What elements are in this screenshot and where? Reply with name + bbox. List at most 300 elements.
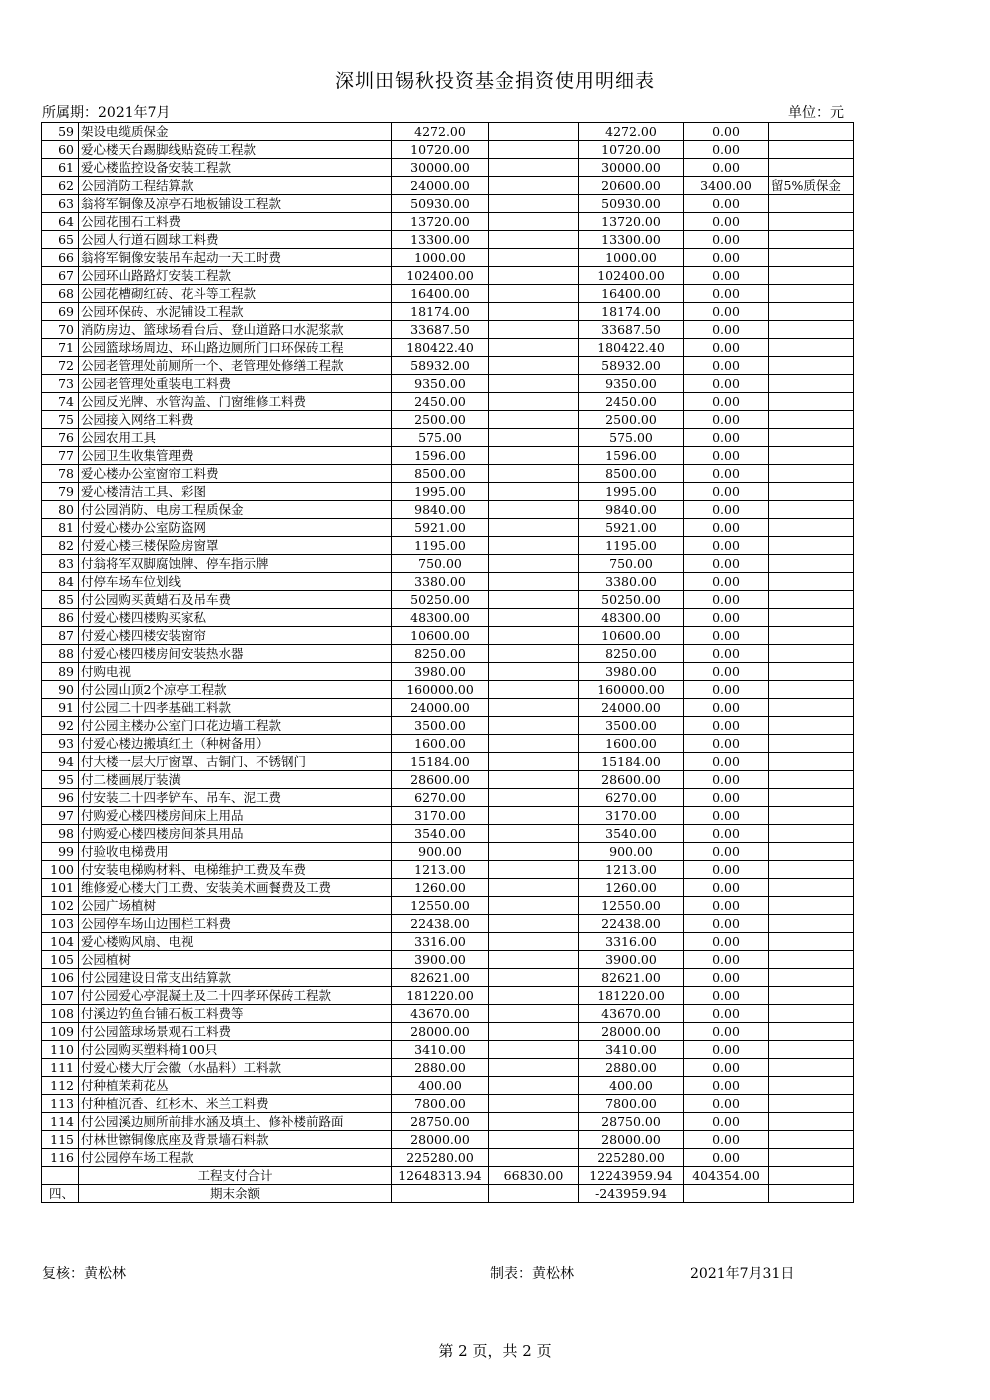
table-cell: 付公园爱心亭混凝土及二十四孝环保砖工程款 — [79, 987, 392, 1005]
table-cell: 28600.00 — [392, 771, 489, 789]
table-cell — [489, 1185, 579, 1203]
table-cell: 爱心楼办公室窗帘工料费 — [79, 465, 392, 483]
detail-table — [41, 122, 854, 1203]
table-cell: 48300.00 — [579, 609, 684, 627]
table-cell: 1596.00 — [392, 447, 489, 465]
table-cell — [769, 933, 854, 951]
table-row — [42, 879, 854, 897]
table-cell — [489, 987, 579, 1005]
table-row — [42, 1077, 854, 1095]
table-cell: 付爱心楼四楼房间安装热水器 — [79, 645, 392, 663]
table-cell: 103 — [42, 915, 79, 933]
table-cell: 28000.00 — [392, 1023, 489, 1041]
table-cell: 101 — [42, 879, 79, 897]
table-cell — [489, 141, 579, 159]
table-cell: 99 — [42, 843, 79, 861]
table-cell: 30000.00 — [579, 159, 684, 177]
table-cell: 0.00 — [684, 843, 769, 861]
table-cell: 109 — [42, 1023, 79, 1041]
table-cell — [489, 375, 579, 393]
table-cell — [489, 807, 579, 825]
table-row — [42, 411, 854, 429]
table-cell: 6270.00 — [579, 789, 684, 807]
table-cell — [769, 519, 854, 537]
table-cell: 期末余额 — [79, 1185, 392, 1203]
table-cell — [769, 1023, 854, 1041]
table-row — [42, 663, 854, 681]
table-cell — [489, 519, 579, 537]
table-cell: 10600.00 — [579, 627, 684, 645]
table-cell: 48300.00 — [392, 609, 489, 627]
table-cell: 12550.00 — [392, 897, 489, 915]
table-cell: 3170.00 — [392, 807, 489, 825]
table-cell — [769, 861, 854, 879]
table-cell: 0.00 — [684, 465, 769, 483]
table-cell — [489, 627, 579, 645]
table-cell: 付爱心楼四楼安装窗帘 — [79, 627, 392, 645]
table-cell: 1596.00 — [579, 447, 684, 465]
table-cell: 30000.00 — [392, 159, 489, 177]
table-cell: 5921.00 — [579, 519, 684, 537]
table-cell: 105 — [42, 951, 79, 969]
table-cell: 22438.00 — [579, 915, 684, 933]
table-cell — [769, 141, 854, 159]
table-cell: 43670.00 — [392, 1005, 489, 1023]
table-cell: 1260.00 — [392, 879, 489, 897]
table-cell: 3400.00 — [684, 177, 769, 195]
table-cell: 28750.00 — [579, 1113, 684, 1131]
table-cell — [489, 123, 579, 141]
table-cell: 付爱心楼四楼购买家私 — [79, 609, 392, 627]
table-cell: 0.00 — [684, 375, 769, 393]
table-cell: 61 — [42, 159, 79, 177]
table-cell: 93 — [42, 735, 79, 753]
table-cell: 8250.00 — [579, 645, 684, 663]
table-cell: 0.00 — [684, 645, 769, 663]
table-cell: 0.00 — [684, 249, 769, 267]
table-row — [42, 987, 854, 1005]
table-cell: 58932.00 — [579, 357, 684, 375]
table-cell — [489, 969, 579, 987]
table-cell: 爱心楼天台踢脚线贴瓷砖工程款 — [79, 141, 392, 159]
table-cell — [489, 447, 579, 465]
table-cell: 16400.00 — [392, 285, 489, 303]
table-cell — [769, 357, 854, 375]
table-cell: 12550.00 — [579, 897, 684, 915]
table-cell: 16400.00 — [579, 285, 684, 303]
table-cell: 59 — [42, 123, 79, 141]
table-cell — [489, 303, 579, 321]
table-cell: 3410.00 — [579, 1041, 684, 1059]
table-cell — [489, 339, 579, 357]
table-cell: 13300.00 — [579, 231, 684, 249]
table-cell: 3380.00 — [579, 573, 684, 591]
table-cell: 0.00 — [684, 519, 769, 537]
table-cell: 0.00 — [684, 447, 769, 465]
table-cell: 付公园建设日常支出结算款 — [79, 969, 392, 987]
table-cell: 2450.00 — [579, 393, 684, 411]
table-cell: 付爱心楼边搬填红土（种树备用） — [79, 735, 392, 753]
table-cell: 付公园购买塑料椅100只 — [79, 1041, 392, 1059]
table-cell: 22438.00 — [392, 915, 489, 933]
table-cell: 0.00 — [684, 591, 769, 609]
table-cell: 107 — [42, 987, 79, 1005]
table-cell: 94 — [42, 753, 79, 771]
table-cell: 18174.00 — [392, 303, 489, 321]
table-cell — [392, 1185, 489, 1203]
table-cell: 85 — [42, 591, 79, 609]
table-cell: 24000.00 — [392, 177, 489, 195]
table-cell: 97 — [42, 807, 79, 825]
table-cell: 91 — [42, 699, 79, 717]
table-cell: 104 — [42, 933, 79, 951]
table-cell: 92 — [42, 717, 79, 735]
maker-label: 制表：黄松林 — [490, 1266, 574, 1282]
table-cell: 750.00 — [392, 555, 489, 573]
table-cell: 0.00 — [684, 1149, 769, 1167]
table-cell: 83 — [42, 555, 79, 573]
table-cell — [489, 285, 579, 303]
table-cell: 付种植沉香、红杉木、米兰工料费 — [79, 1095, 392, 1113]
table-row — [42, 861, 854, 879]
table-cell — [769, 483, 854, 501]
table-cell: 79 — [42, 483, 79, 501]
table-cell — [489, 411, 579, 429]
table-row — [42, 159, 854, 177]
table-cell: 0.00 — [684, 807, 769, 825]
table-cell — [489, 1149, 579, 1167]
table-row — [42, 645, 854, 663]
table-cell: 13720.00 — [579, 213, 684, 231]
table-cell: 4272.00 — [392, 123, 489, 141]
table-cell: 0.00 — [684, 879, 769, 897]
page-number: 第 2 页，共 2 页 — [438, 1342, 552, 1360]
table-cell: 0.00 — [684, 987, 769, 1005]
table-row — [42, 789, 854, 807]
table-cell: 0.00 — [684, 483, 769, 501]
table-cell: 1213.00 — [579, 861, 684, 879]
table-cell: 消防房边、篮球场看台后、登山道路口水泥浆款 — [79, 321, 392, 339]
table-cell — [769, 1113, 854, 1131]
table-row — [42, 1113, 854, 1131]
table-cell — [489, 591, 579, 609]
table-cell: 66 — [42, 249, 79, 267]
table-cell: 付种植茉莉花丛 — [79, 1077, 392, 1095]
table-cell — [489, 1059, 579, 1077]
table-row — [42, 1041, 854, 1059]
table-cell: 225280.00 — [392, 1149, 489, 1167]
table-cell: 3500.00 — [392, 717, 489, 735]
table-cell: 0.00 — [684, 123, 769, 141]
table-cell: 160000.00 — [579, 681, 684, 699]
table-cell: 50930.00 — [392, 195, 489, 213]
table-cell — [769, 465, 854, 483]
table-cell — [489, 267, 579, 285]
table-cell — [769, 699, 854, 717]
table-cell: 0.00 — [684, 897, 769, 915]
table-cell — [489, 1005, 579, 1023]
table-cell — [489, 897, 579, 915]
table-cell: 6270.00 — [392, 789, 489, 807]
table-cell: 28600.00 — [579, 771, 684, 789]
table-cell — [489, 753, 579, 771]
table-cell: 付爱心楼办公室防盗网 — [79, 519, 392, 537]
table-cell: 0.00 — [684, 285, 769, 303]
table-cell: 50250.00 — [392, 591, 489, 609]
table-cell: 公园接入网络工料费 — [79, 411, 392, 429]
table-cell: 9350.00 — [579, 375, 684, 393]
table-cell: 82 — [42, 537, 79, 555]
table-cell — [489, 1095, 579, 1113]
table-cell: 公园人行道石圆球工料费 — [79, 231, 392, 249]
table-row — [42, 1023, 854, 1041]
table-cell: 3316.00 — [579, 933, 684, 951]
table-cell: 77 — [42, 447, 79, 465]
table-cell: 0.00 — [684, 195, 769, 213]
table-row — [42, 303, 854, 321]
table-cell — [769, 537, 854, 555]
table-cell: 108 — [42, 1005, 79, 1023]
table-cell: 1600.00 — [392, 735, 489, 753]
table-cell: 0.00 — [684, 573, 769, 591]
table-cell: 公园老管理处重装电工料费 — [79, 375, 392, 393]
table-cell — [769, 195, 854, 213]
table-cell: 33687.50 — [392, 321, 489, 339]
table-cell: 1995.00 — [392, 483, 489, 501]
table-cell — [769, 1095, 854, 1113]
table-cell — [769, 501, 854, 519]
table-cell: 0.00 — [684, 231, 769, 249]
table-cell: 0.00 — [684, 555, 769, 573]
table-cell: 0.00 — [684, 825, 769, 843]
table-row — [42, 447, 854, 465]
table-row — [42, 141, 854, 159]
table-row — [42, 1131, 854, 1149]
table-cell: 公园花围石工料费 — [79, 213, 392, 231]
table-cell — [489, 951, 579, 969]
table-cell: 70 — [42, 321, 79, 339]
table-cell — [489, 933, 579, 951]
table-cell: 225280.00 — [579, 1149, 684, 1167]
table-cell: 0.00 — [684, 429, 769, 447]
table-cell: 66830.00 — [489, 1167, 579, 1185]
table-cell: 28000.00 — [579, 1131, 684, 1149]
table-cell: 0.00 — [684, 303, 769, 321]
table-cell: 8500.00 — [392, 465, 489, 483]
table-cell: 28000.00 — [392, 1131, 489, 1149]
table-cell — [489, 321, 579, 339]
table-cell: 0.00 — [684, 789, 769, 807]
table-row — [42, 483, 854, 501]
table-cell — [489, 249, 579, 267]
table-cell: 公园篮球场周边、环山路边厕所门口环保砖工程 — [79, 339, 392, 357]
table-cell: 7800.00 — [392, 1095, 489, 1113]
table-cell: 111 — [42, 1059, 79, 1077]
balance-row — [42, 1185, 854, 1203]
table-row — [42, 339, 854, 357]
table-cell: 付溪边钓鱼台铺石板工料费等 — [79, 1005, 392, 1023]
table-cell: 9840.00 — [392, 501, 489, 519]
table-row — [42, 195, 854, 213]
table-cell: 付公园主楼办公室门口花边墙工程款 — [79, 717, 392, 735]
table-row — [42, 537, 854, 555]
table-cell: 公园消防工程结算款 — [79, 177, 392, 195]
table-cell: 74 — [42, 393, 79, 411]
table-cell: 75 — [42, 411, 79, 429]
table-cell: 付公园篮球场景观石工料费 — [79, 1023, 392, 1041]
table-cell: 9840.00 — [579, 501, 684, 519]
table-cell — [769, 735, 854, 753]
table-cell — [769, 879, 854, 897]
table-cell: 13300.00 — [392, 231, 489, 249]
table-cell — [769, 1185, 854, 1203]
table-cell: 84 — [42, 573, 79, 591]
table-cell — [769, 609, 854, 627]
table-cell — [769, 339, 854, 357]
table-cell: 0.00 — [684, 1131, 769, 1149]
table-cell — [769, 429, 854, 447]
table-cell: 575.00 — [392, 429, 489, 447]
table-row — [42, 357, 854, 375]
table-cell: 公园植树 — [79, 951, 392, 969]
table-cell: 100 — [42, 861, 79, 879]
table-row — [42, 393, 854, 411]
table-cell: 81 — [42, 519, 79, 537]
table-cell: 0.00 — [684, 393, 769, 411]
table-cell: 15184.00 — [579, 753, 684, 771]
table-row — [42, 231, 854, 249]
table-row — [42, 429, 854, 447]
table-cell: 10720.00 — [579, 141, 684, 159]
table-cell — [769, 213, 854, 231]
table-cell: 3410.00 — [392, 1041, 489, 1059]
table-row — [42, 915, 854, 933]
table-row — [42, 807, 854, 825]
table-row — [42, 969, 854, 987]
table-row — [42, 501, 854, 519]
table-cell: 13720.00 — [392, 213, 489, 231]
table-cell: 116 — [42, 1149, 79, 1167]
table-cell: 公园广场植树 — [79, 897, 392, 915]
table-cell: 114 — [42, 1113, 79, 1131]
table-cell: 0.00 — [684, 213, 769, 231]
table-row — [42, 843, 854, 861]
table-row — [42, 177, 854, 195]
table-cell: 付验收电梯费用 — [79, 843, 392, 861]
table-cell: 0.00 — [684, 1113, 769, 1131]
table-cell: 翁将军铜像安装吊车起动一天工时费 — [79, 249, 392, 267]
table-cell — [489, 177, 579, 195]
table-cell: 0.00 — [684, 609, 769, 627]
table-cell: 3170.00 — [579, 807, 684, 825]
table-cell: 33687.50 — [579, 321, 684, 339]
table-cell: 62 — [42, 177, 79, 195]
table-cell: 0.00 — [684, 159, 769, 177]
table-cell: 0.00 — [684, 1095, 769, 1113]
table-cell: 3980.00 — [579, 663, 684, 681]
table-cell — [769, 555, 854, 573]
table-cell: 90 — [42, 681, 79, 699]
table-cell: 12243959.94 — [579, 1167, 684, 1185]
table-row — [42, 609, 854, 627]
table-cell: 102400.00 — [392, 267, 489, 285]
table-cell — [769, 1041, 854, 1059]
table-cell — [489, 429, 579, 447]
table-cell: 0.00 — [684, 753, 769, 771]
table-cell: 0.00 — [684, 663, 769, 681]
table-cell — [769, 897, 854, 915]
table-cell: 50250.00 — [579, 591, 684, 609]
table-row — [42, 933, 854, 951]
table-cell — [489, 1131, 579, 1149]
table-cell — [769, 843, 854, 861]
table-cell: 爱心楼监控设备安装工程款 — [79, 159, 392, 177]
table-cell: 3380.00 — [392, 573, 489, 591]
table-cell: 付安装二十四孝铲车、吊车、泥工费 — [79, 789, 392, 807]
table-cell: 86 — [42, 609, 79, 627]
table-cell: 付公园停车场工程款 — [79, 1149, 392, 1167]
table-cell: 0.00 — [684, 861, 769, 879]
table-row — [42, 627, 854, 645]
table-row — [42, 519, 854, 537]
table-cell: 付公园购买黄蜡石及吊车费 — [79, 591, 392, 609]
page-title: 深圳田锡秋投资基金捐资使用明细表 — [334, 70, 655, 92]
table-cell — [769, 753, 854, 771]
table-cell — [489, 663, 579, 681]
table-cell — [489, 789, 579, 807]
table-row — [42, 267, 854, 285]
table-cell — [769, 321, 854, 339]
table-cell: 89 — [42, 663, 79, 681]
table-cell: 24000.00 — [579, 699, 684, 717]
table-cell: 0.00 — [684, 321, 769, 339]
table-cell: 1260.00 — [579, 879, 684, 897]
table-cell — [489, 501, 579, 519]
table-cell: 3500.00 — [579, 717, 684, 735]
table-cell: 0.00 — [684, 411, 769, 429]
table-cell — [489, 231, 579, 249]
table-cell — [489, 195, 579, 213]
table-cell: 18174.00 — [579, 303, 684, 321]
table-cell: 架设电缆质保金 — [79, 123, 392, 141]
table-cell — [769, 807, 854, 825]
table-cell — [769, 591, 854, 609]
table-row — [42, 123, 854, 141]
table-cell: 95 — [42, 771, 79, 789]
table-cell: 900.00 — [392, 843, 489, 861]
table-cell: 付大楼一层大厅窗罩、古铜门、不锈钢门 — [79, 753, 392, 771]
table-cell — [769, 1005, 854, 1023]
table-cell: 102400.00 — [579, 267, 684, 285]
table-cell: 爱心楼清洁工具、彩图 — [79, 483, 392, 501]
table-cell: 110 — [42, 1041, 79, 1059]
table-cell: 181220.00 — [392, 987, 489, 1005]
table-cell: 1195.00 — [579, 537, 684, 555]
table-cell: 80 — [42, 501, 79, 519]
table-cell: 2500.00 — [392, 411, 489, 429]
table-cell: 付林世镲铜像底座及背景墙石料款 — [79, 1131, 392, 1149]
table-cell — [769, 1167, 854, 1185]
table-cell: 1000.00 — [579, 249, 684, 267]
table-cell: 0.00 — [684, 933, 769, 951]
table-cell: 0.00 — [684, 1005, 769, 1023]
table-cell: 0.00 — [684, 969, 769, 987]
table-cell — [489, 573, 579, 591]
table-cell: 12648313.94 — [392, 1167, 489, 1185]
table-cell: 15184.00 — [392, 753, 489, 771]
table-cell — [489, 159, 579, 177]
table-cell: 0.00 — [684, 1059, 769, 1077]
